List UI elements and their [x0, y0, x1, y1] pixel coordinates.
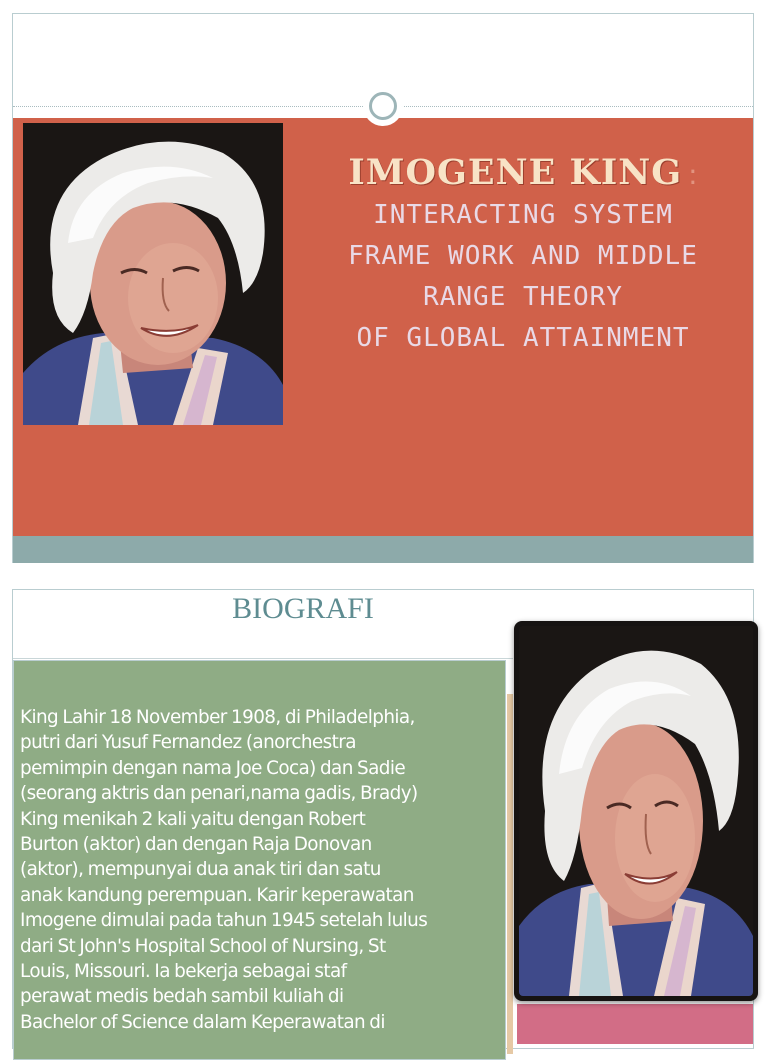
body-line: Louis, Missouri. Ia bekerja sebagai staf: [20, 961, 347, 983]
biography-slide: [12, 589, 754, 1049]
portrait-image: [519, 626, 753, 996]
title-subtitle: [293, 195, 753, 359]
portrait-frame: [514, 621, 758, 1001]
subtitle-line: INTERACTING SYSTEM: [373, 200, 673, 230]
slide-heading: BIOGRAFI: [232, 592, 374, 625]
portrait-photo: [519, 626, 753, 996]
ring-inner: [369, 92, 397, 120]
subtitle-line: OF GLOBAL ATTAINMENT: [356, 323, 690, 353]
subtitle-line: FRAME WORK AND MIDDLE: [348, 241, 698, 271]
title-block: [293, 152, 753, 359]
body-line: dari St John's Hospital School of Nursing, St: [20, 935, 386, 957]
heading-divider: [13, 658, 513, 659]
pink-accent-block: [517, 1004, 753, 1044]
biography-text: [20, 705, 501, 1035]
body-line: Bachelor of Science dalam Keperawatan di: [20, 1011, 385, 1033]
ring-ornament: [363, 86, 403, 126]
body-line: putri dari Yusuf Fernandez (anorchestra: [20, 732, 356, 754]
title-slide: [12, 13, 754, 563]
body-line: perawat medis bedah sambil kuliah di: [20, 986, 344, 1008]
portrait-photo: [23, 123, 283, 425]
body-line: anak kandung perempuan. Karir keperawatan: [20, 884, 414, 906]
body-line: Imogene dimulai pada tahun 1945 setelah lulus: [20, 910, 428, 932]
subtitle-line: RANGE THEORY: [423, 282, 623, 312]
body-line: King Lahir 18 November 1908, di Philadelphia,: [20, 707, 415, 728]
biography-textbox: [13, 660, 506, 1060]
bottom-band: [13, 536, 753, 563]
body-line: (seorang aktris dan penari,nama gadis, Brady): [20, 783, 418, 805]
body-line: pemimpin dengan nama Joe Coca) dan Sadie: [20, 757, 406, 779]
title-name: IMOGENE KING: [348, 152, 683, 193]
accent-strip: [507, 694, 513, 1054]
title-colon: :: [688, 158, 698, 191]
body-line: Burton (aktor) dan dengan Raja Donovan: [20, 834, 372, 856]
portrait-image: [23, 123, 283, 425]
body-line: King menikah 2 kali yaitu dengan Robert: [20, 808, 366, 830]
body-line: (aktor), mempunyai dua anak tiri dan satu: [20, 859, 381, 881]
